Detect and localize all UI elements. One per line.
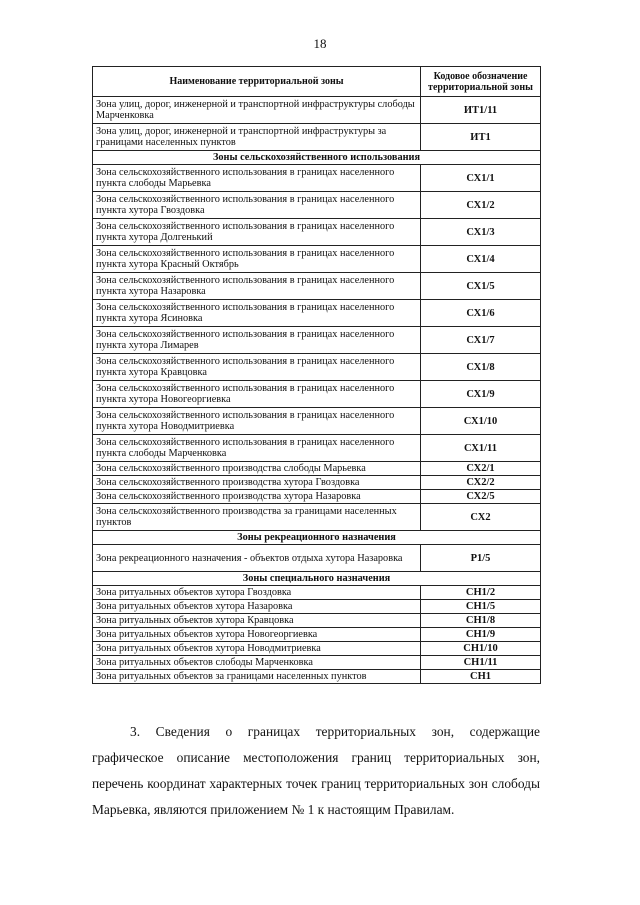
table-row bbox=[93, 192, 541, 219]
zone-code-cell: СХ1/3 bbox=[421, 219, 541, 246]
zone-code-cell: СХ1/5 bbox=[421, 273, 541, 300]
section-row bbox=[93, 151, 541, 165]
zone-name-cell: Зона ритуальных объектов хутора Гвоздовка bbox=[93, 586, 421, 600]
section-title: Зоны сельскохозяйственного использования bbox=[93, 151, 541, 165]
table-header-row bbox=[93, 67, 541, 97]
zone-name-cell: Зона сельскохозяйственного производства за границами населенных пунктов bbox=[93, 504, 421, 531]
section-title: Зоны специального назначения bbox=[93, 572, 541, 586]
zone-code-cell: СХ2/5 bbox=[421, 490, 541, 504]
zone-code-cell: СХ2 bbox=[421, 504, 541, 531]
zone-name-cell: Зона сельскохозяйственного использования в границах населенного пункта хутора Долгенький bbox=[93, 219, 421, 246]
zone-name-cell: Зона ритуальных объектов за границами населенных пунктов bbox=[93, 670, 421, 684]
zone-name-cell: Зона ритуальных объектов хутора Новогеоргиевка bbox=[93, 628, 421, 642]
table-row bbox=[93, 462, 541, 476]
table-row bbox=[93, 354, 541, 381]
zone-code-cell: СН1/9 bbox=[421, 628, 541, 642]
table-row bbox=[93, 476, 541, 490]
table-row bbox=[93, 327, 541, 354]
zone-name-cell: Зона сельскохозяйственного производства хутора Гвоздовка bbox=[93, 476, 421, 490]
zone-code-cell: СХ1/8 bbox=[421, 354, 541, 381]
zone-name-cell: Зона сельскохозяйственного использования в границах населенного пункта хутора Гвоздовка bbox=[93, 192, 421, 219]
territorial-zones-table bbox=[92, 66, 541, 684]
zone-name-cell: Зона сельскохозяйственного использования в границах населенного пункта хутора Кравцовка bbox=[93, 354, 421, 381]
table-row bbox=[93, 273, 541, 300]
zone-name-cell: Зона сельскохозяйственного использования в границах населенного пункта хутора Назаровка bbox=[93, 273, 421, 300]
zone-name-cell: Зона ритуальных объектов хутора Назаровка bbox=[93, 600, 421, 614]
table-row bbox=[93, 124, 541, 151]
zone-code-cell: СХ2/2 bbox=[421, 476, 541, 490]
zone-name-cell: Зона сельскохозяйственного использования в границах населенного пункта хутора Новодмитриевка bbox=[93, 408, 421, 435]
header-zone-code: Кодовое обозначение территориальной зоны bbox=[421, 67, 541, 97]
table-row bbox=[93, 628, 541, 642]
table-row bbox=[93, 545, 541, 572]
zone-code-cell: СХ1/9 bbox=[421, 381, 541, 408]
table-row bbox=[93, 246, 541, 273]
table-row bbox=[93, 600, 541, 614]
table-row bbox=[93, 219, 541, 246]
body-paragraph: 3. Сведения о границах территориальных зон, содержащие графическое описание местоположения границ территориальных зон, перечень координат характерных точек границ территориальных зон слободы Марьевка, являются приложением № 1 к настоящим Правилам. bbox=[92, 724, 540, 817]
zone-code-cell: СН1/2 bbox=[421, 586, 541, 600]
section-title: Зоны рекреационного назначения bbox=[93, 531, 541, 545]
zone-code-cell: СХ1/4 bbox=[421, 246, 541, 273]
zone-name-cell: Зона сельскохозяйственного использования в границах населенного пункта хутора Новогеоргиевка bbox=[93, 381, 421, 408]
zone-name-cell: Зона сельскохозяйственного производства хутора Назаровка bbox=[93, 490, 421, 504]
zone-name-cell: Зона ритуальных объектов хутора Новодмитриевка bbox=[93, 642, 421, 656]
table-row bbox=[93, 656, 541, 670]
zone-name-cell: Зона сельскохозяйственного производства слободы Марьевка bbox=[93, 462, 421, 476]
header-zone-name: Наименование территориальной зоны bbox=[93, 67, 421, 97]
zone-name-cell: Зона сельскохозяйственного использования в границах населенного пункта слободы Марьевка bbox=[93, 165, 421, 192]
table-row bbox=[93, 504, 541, 531]
section-row bbox=[93, 531, 541, 545]
zone-code-cell: СХ1/1 bbox=[421, 165, 541, 192]
table-row bbox=[93, 435, 541, 462]
zone-code-cell: Р1/5 bbox=[421, 545, 541, 572]
table-row bbox=[93, 586, 541, 600]
zone-name-cell: Зона сельскохозяйственного использования в границах населенного пункта хутора Ясиновка bbox=[93, 300, 421, 327]
zone-name-cell: Зона улиц, дорог, инженерной и транспортной инфраструктуры за границами населенных пунктов bbox=[93, 124, 421, 151]
table-body bbox=[93, 97, 541, 684]
zone-name-cell: Зона сельскохозяйственного использования в границах населенного пункта хутора Лимарев bbox=[93, 327, 421, 354]
zone-code-cell: СХ1/6 bbox=[421, 300, 541, 327]
table-row bbox=[93, 381, 541, 408]
zone-name-cell: Зона сельскохозяйственного использования в границах населенного пункта хутора Красный Октябрь bbox=[93, 246, 421, 273]
zone-name-cell: Зона ритуальных объектов хутора Кравцовка bbox=[93, 614, 421, 628]
zone-code-cell: СН1/11 bbox=[421, 656, 541, 670]
zone-code-cell: СН1/8 bbox=[421, 614, 541, 628]
table-row bbox=[93, 97, 541, 124]
zone-code-cell: СХ2/1 bbox=[421, 462, 541, 476]
table-row bbox=[93, 300, 541, 327]
zone-code-cell: СН1/5 bbox=[421, 600, 541, 614]
zone-name-cell: Зона рекреационного назначения - объектов отдыха хутора Назаровка bbox=[93, 545, 421, 572]
zone-code-cell: СН1 bbox=[421, 670, 541, 684]
zone-code-cell: СХ1/7 bbox=[421, 327, 541, 354]
zone-code-cell: ИТ1/11 bbox=[421, 97, 541, 124]
page-number: 18 bbox=[313, 36, 327, 51]
table-row bbox=[93, 614, 541, 628]
table-row bbox=[93, 408, 541, 435]
zone-name-cell: Зона улиц, дорог, инженерной и транспортной инфраструктуры слободы Марченковка bbox=[93, 97, 421, 124]
zone-code-cell: СХ1/10 bbox=[421, 408, 541, 435]
zone-code-cell: СХ1/11 bbox=[421, 435, 541, 462]
table-row bbox=[93, 642, 541, 656]
zone-code-cell: СХ1/2 bbox=[421, 192, 541, 219]
zone-code-cell: ИТ1 bbox=[421, 124, 541, 151]
zone-name-cell: Зона ритуальных объектов слободы Марченковка bbox=[93, 656, 421, 670]
zone-name-cell: Зона сельскохозяйственного использования в границах населенного пункта слободы Марченковка bbox=[93, 435, 421, 462]
table-row bbox=[93, 490, 541, 504]
zone-code-cell: СН1/10 bbox=[421, 642, 541, 656]
table-row bbox=[93, 670, 541, 684]
table-row bbox=[93, 165, 541, 192]
section-row bbox=[93, 572, 541, 586]
